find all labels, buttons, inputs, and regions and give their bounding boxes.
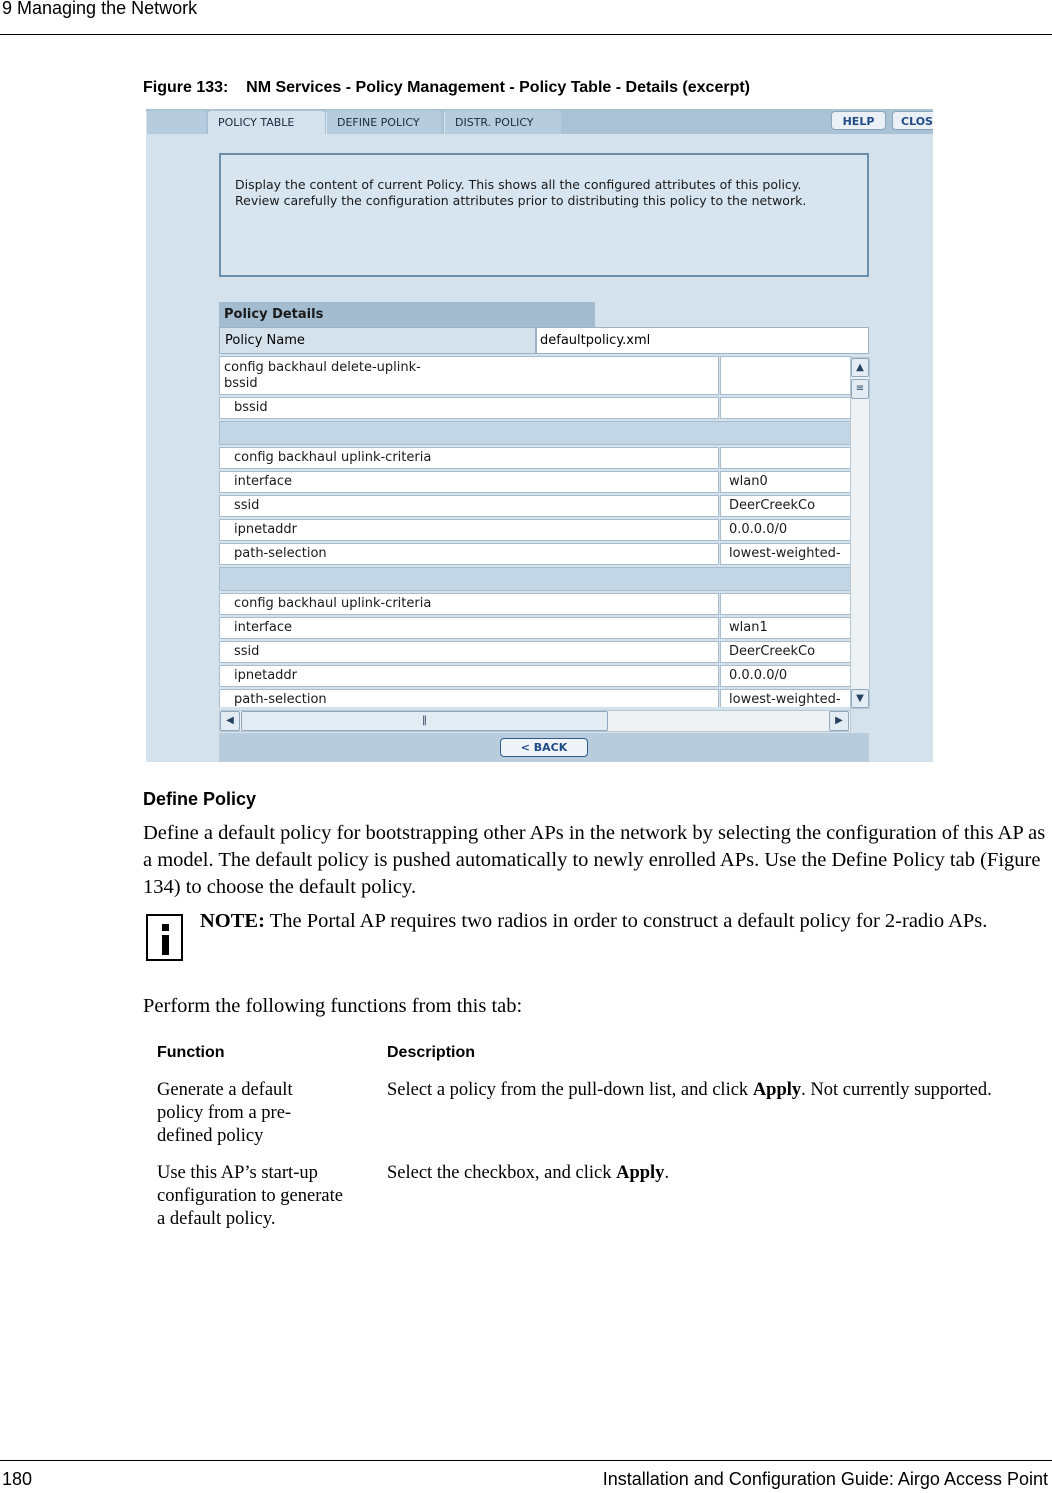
table-row [219,543,851,565]
page-number: 180 [2,1469,33,1489]
row-label: config backhaul uplink-criteria [219,593,719,615]
policy-name-value: defaultpolicy.xml [536,327,869,354]
scroll-down-button[interactable]: ▼ [851,689,869,708]
table-row [219,665,851,687]
section-paragraph: Define a default policy for bootstrapping other APs in the network by selecting the configuration of this AP as a model. The default policy is pushed automatically to newly enrolled APs. Use the Define Policy tab (Figure 134) to choose the default policy. [143,822,1046,898]
policy-name-label: Policy Name [219,327,536,354]
scroll-up-button[interactable]: ▲ [851,358,869,377]
policy-details-grid [219,356,851,707]
row-value: 0.0.0.0/0 [720,665,851,687]
note-text [200,908,1000,935]
row-value [720,397,851,419]
description-box [219,153,869,277]
row-value [720,593,851,615]
tab-policy-table[interactable]: POLICY TABLE [208,111,325,134]
horizontal-scrollbar[interactable] [219,710,851,732]
table-row [219,641,851,663]
close-button[interactable]: CLOS [892,111,933,130]
description-cell [387,1079,1027,1102]
desc-text: Select the checkbox, and click [387,1163,617,1183]
tab-bar [146,109,933,134]
row-label: ssid [219,641,719,663]
vertical-scrollbar[interactable] [850,357,870,709]
table-row-separator [219,567,851,591]
row-value: 0.0.0.0/0 [720,519,851,541]
tab-distr-policy[interactable]: DISTR. POLICY [444,111,561,134]
note-label: NOTE: [200,910,265,932]
description-text: Display the content of current Policy. This shows all the configured attributes of this policy. Review carefully the configuration attributes prior to distributing this policy to the network. [235,177,807,208]
guide-title: Installation and Configuration Guide: Airgo Access Point [602,1469,1048,1489]
description-cell [387,1162,1027,1185]
table-row [219,519,851,541]
scroll-left-button[interactable]: ◀ [220,711,240,731]
desc-text-end: . Not currently supported. [801,1080,992,1100]
section-heading: Define Policy [143,789,257,809]
row-value: lowest-weighted- [720,689,851,707]
table-row [219,356,851,395]
row-label: ipnetaddr [219,665,719,687]
table-row [219,495,851,517]
function-cell: Generate a default policy from a pre-defined policy [157,1080,293,1146]
table-row [219,617,851,639]
table-row [219,689,851,707]
figure-caption: Figure 133: NM Services - Policy Management - Policy Table - Details (excerpt) [143,79,751,96]
row-label: config backhaul delete-uplink- bssid [219,356,719,395]
page-header [0,0,1052,35]
page-footer [0,1460,1052,1493]
button-bar [219,733,869,762]
table-row [219,593,851,615]
tab-define-policy[interactable]: DEFINE POLICY [326,111,441,134]
tab-spacer [146,111,206,134]
scroll-right-button[interactable]: ▶ [829,711,849,731]
row-label: path-selection [219,689,719,707]
table-row-separator [219,421,851,445]
scroll-thumb[interactable]: ≡ [851,379,869,399]
row-label: interface [219,617,719,639]
separator-cell [219,421,851,445]
row-label: ssid [219,495,719,517]
row-label: ipnetaddr [219,519,719,541]
policy-details-header: Policy Details [219,302,595,327]
row-value [720,447,851,469]
row-value: DeerCreekCo [720,641,851,663]
row-value: lowest-weighted- [720,543,851,565]
row-label: path-selection [219,543,719,565]
back-button[interactable]: < BACK [500,738,588,757]
table-row [219,447,851,469]
row-value [720,356,851,395]
row-value: wlan0 [720,471,851,493]
row-label: interface [219,471,719,493]
help-button[interactable]: HELP [831,111,886,130]
row-label: bssid [219,397,719,419]
desc-text-end: . [664,1163,670,1183]
table-row [219,397,851,419]
desc-text: Select a policy from the pull-down list, and click [387,1080,753,1100]
note-body: The Portal AP requires two radios in order to construct a default policy for 2-radio APs. [264,910,988,932]
info-icon [146,914,183,961]
screenshot-figure [146,109,933,762]
function-cell: Use this AP’s start-up configuration to generate a default policy. [157,1163,343,1229]
col-header-function: Function [157,1044,225,1061]
col-header-description: Description [387,1044,476,1061]
apply-term: Apply [616,1163,665,1183]
row-value: DeerCreekCo [720,495,851,517]
row-value: wlan1 [720,617,851,639]
separator-cell [219,567,851,591]
row-label: config backhaul uplink-criteria [219,447,719,469]
table-row [219,471,851,493]
apply-term: Apply [752,1080,802,1100]
horizontal-scroll-thumb[interactable]: ‖ [241,711,608,731]
perform-text: Perform the following functions from this tab: [143,995,523,1017]
chapter-title: 9 Managing the Network [2,0,198,18]
